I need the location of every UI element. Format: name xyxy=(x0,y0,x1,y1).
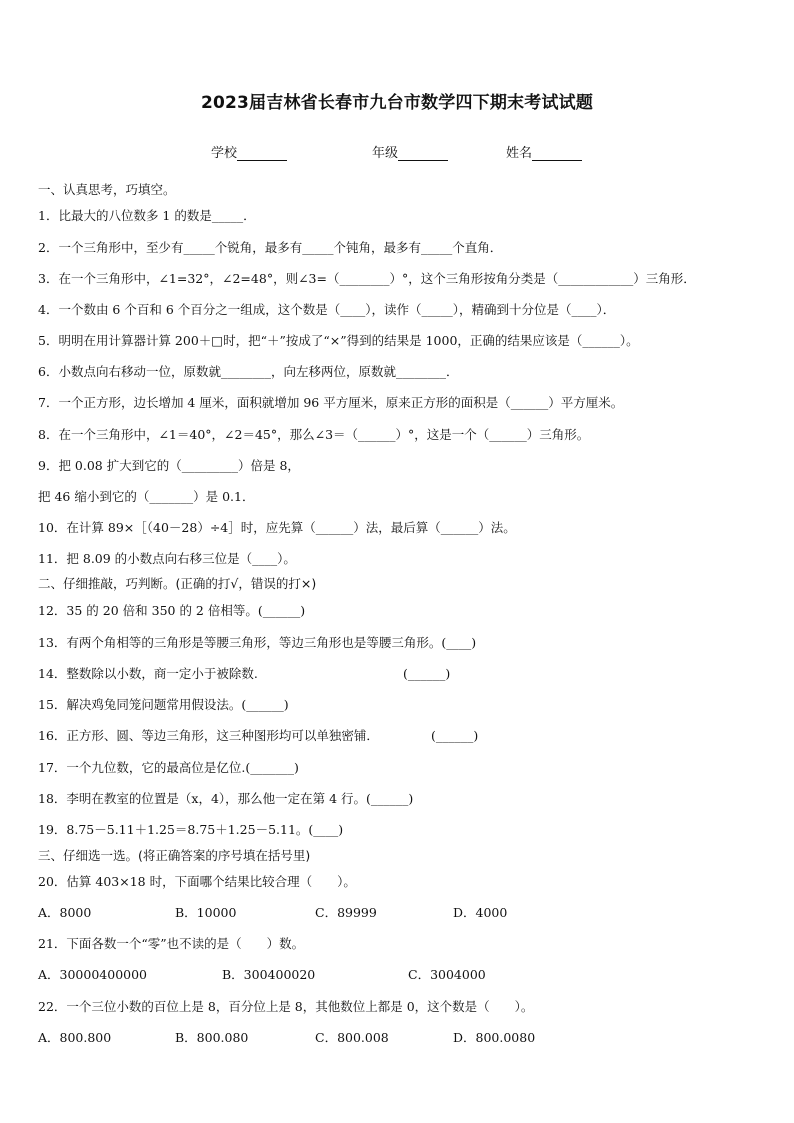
q20-option-b: B．10000 xyxy=(175,905,237,920)
question-8: 8．在一个三角形中，∠1＝40°，∠2＝45°，那么∠3＝（______）°，这是一个（______）三角形。 xyxy=(38,427,590,442)
question-5: 5．明明在用计算器计算 200＋□时，把“＋”按成了“×”得到的结果是 1000，正确的结果应该是（______）。 xyxy=(38,333,639,348)
school-label: 学校 xyxy=(211,146,238,161)
question-16: 16．正方形、圆、等边三角形，这三种图形均可以单独密铺． xyxy=(38,728,379,743)
q21-option-a: A．30000400000 xyxy=(38,967,148,982)
q20-option-d: D．4000 xyxy=(453,905,508,920)
question-21: 21．下面各数一个“零”也不读的是（ ）数。 xyxy=(38,936,305,951)
q22-option-d: D．800.0080 xyxy=(453,1030,536,1045)
question-18: 18．李明在教室的位置是（x，4），那么他一定在第 4 行。(______) xyxy=(38,791,414,806)
question-15: 15．解决鸡兔同笼问题常用假设法。(______) xyxy=(38,697,289,712)
q20-option-a: A．8000 xyxy=(38,905,92,920)
question-12: 12．35 的 20 倍和 350 的 2 倍相等。(______) xyxy=(38,603,306,618)
question-11: 11．把 8.09 的小数点向右移三位是（____）。 xyxy=(38,551,296,566)
q21-option-c: C．3004000 xyxy=(408,967,486,982)
q22-option-b: B．800.080 xyxy=(175,1030,249,1045)
section-3-heading: 三、仔细选一选。(将正确答案的序号填在括号里) xyxy=(38,848,311,863)
school-blank[interactable] xyxy=(237,146,287,161)
question-22: 22．一个三位小数的百位上是 8，百分位上是 8，其他数位上都是 0，这个数是（ ）。 xyxy=(38,999,534,1014)
school-field xyxy=(211,142,287,161)
question-14: 14．整数除以小数，商一定小于被除数. xyxy=(38,666,258,681)
grade-label: 年级 xyxy=(372,146,399,161)
question-9a: 9．把 0.08 扩大到它的（_________）倍是 8， xyxy=(38,458,300,473)
q22-option-a: A．800.800 xyxy=(38,1030,112,1045)
section-1-heading: 一、认真思考，巧填空。 xyxy=(38,182,176,197)
section-2-heading: 二、仔细推敲，巧判断。(正确的打√，错误的打×) xyxy=(38,576,317,591)
name-blank[interactable] xyxy=(532,146,582,161)
question-20: 20．估算 403×18 时，下面哪个结果比较合理（ ）。 xyxy=(38,874,356,889)
question-7: 7．一个正方形，边长增加 4 厘米，面积就增加 96 平方厘米，原来正方形的面积是（______）平方厘米。 xyxy=(38,395,624,410)
question-9b: 把 46 缩小到它的（_______）是 0.1． xyxy=(38,489,255,504)
name-label: 姓名 xyxy=(506,146,533,161)
question-16-answer: (______) xyxy=(431,728,479,743)
q22-option-c: C．800.008 xyxy=(315,1030,389,1045)
q20-option-c: C．89999 xyxy=(315,905,377,920)
grade-blank[interactable] xyxy=(398,146,448,161)
grade-field xyxy=(372,142,448,161)
question-10: 10．在计算 89×［（40－28）÷4］时，应先算（______）法，最后算（______）法。 xyxy=(38,520,516,535)
question-14-answer: (______) xyxy=(403,666,451,681)
student-info-row xyxy=(0,142,794,162)
question-17: 17．一个九位数，它的最高位是亿位.(_______) xyxy=(38,760,299,775)
question-2: 2．一个三角形中，至少有_____个锐角，最多有_____个钝角，最多有_____个直角． xyxy=(38,240,503,255)
question-1: 1．比最大的八位数多 1 的数是_____． xyxy=(38,208,256,223)
question-3: 3．在一个三角形中，∠1=32°，∠2=48°，则∠3=（________）°，这个三角形按角分类是（____________）三角形． xyxy=(38,271,696,286)
exam-title: 2023届吉林省长春市九台市数学四下期末考试试题 xyxy=(200,93,594,113)
q21-option-b: B．300400020 xyxy=(222,967,316,982)
question-6: 6．小数点向右移动一位，原数就________，向左移两位，原数就________． xyxy=(38,364,459,379)
name-field xyxy=(506,142,582,161)
question-13: 13．有两个角相等的三角形是等腰三角形，等边三角形也是等腰三角形。(____) xyxy=(38,635,477,650)
question-4: 4．一个数由 6 个百和 6 个百分之一组成，这个数是（____），读作（_____），精确到十分位是（____）． xyxy=(38,302,616,317)
question-19: 19．8.75－5.11＋1.25＝8.75＋1.25－5.11。(____) xyxy=(38,822,344,837)
